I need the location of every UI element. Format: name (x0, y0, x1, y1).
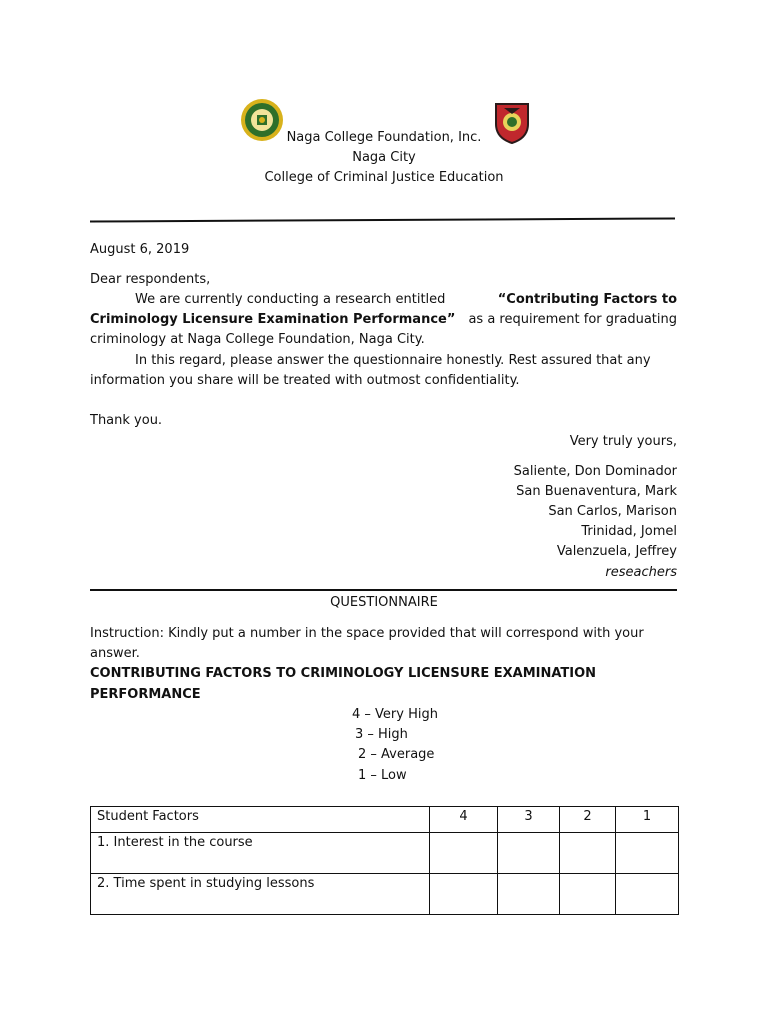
scale-average: 2 – Average (358, 747, 435, 762)
answer-cell-4[interactable] (430, 833, 498, 874)
instruction-line-1: Instruction: Kindly put a number in the space provided that will correspond with your (90, 626, 644, 641)
institution-city: Naga City (352, 150, 416, 165)
paragraph-2-text: In this regard, please answer the questionnaire honestly. Rest assured that any (135, 353, 651, 368)
header-divider (90, 217, 675, 222)
signatory-5: Valenzuela, Jeffrey (556, 544, 677, 559)
letter-closing: Very truly yours, (569, 434, 677, 449)
student-factors-table (90, 806, 679, 915)
signatory-2: San Buenaventura, Mark (516, 484, 677, 499)
scale-very-high: 4 – Very High (352, 707, 438, 722)
research-title-part-1: “Contributing Factors to (497, 292, 677, 307)
research-title-part-2: Criminology Licensure Examination Performance” (90, 312, 456, 327)
answer-cell-1[interactable] (616, 874, 679, 915)
paragraph-1-continuation: as a requirement for graduating (468, 312, 677, 327)
answer-cell-3[interactable] (498, 833, 560, 874)
answer-cell-2[interactable] (560, 833, 616, 874)
table-row (91, 874, 679, 915)
answer-cell-3[interactable] (498, 874, 560, 915)
signatory-4: Trinidad, Jomel (581, 524, 677, 539)
table-header-student-factors: Student Factors (91, 807, 430, 833)
letter-paragraph-1-line-2 (90, 310, 677, 330)
answer-cell-2[interactable] (560, 874, 616, 915)
institution-name: Naga College Foundation, Inc. (286, 130, 482, 145)
signatory-1: Saliente, Don Dominador (513, 464, 677, 479)
paragraph-1-intro: We are currently conducting a research entitled (135, 292, 446, 307)
signatory-3: San Carlos, Marison (548, 504, 677, 519)
table-header-3: 3 (498, 807, 560, 833)
letter-paragraph-1-line-3: criminology at Naga College Foundation, Naga City. (90, 332, 425, 347)
letter-salutation: Dear respondents, (90, 272, 211, 287)
questionnaire-heading: QUESTIONNAIRE (330, 595, 438, 610)
section-title-line-2: PERFORMANCE (90, 687, 201, 702)
table-header-1: 1 (616, 807, 679, 833)
scale-high: 3 – High (355, 727, 408, 742)
table-header-4: 4 (430, 807, 498, 833)
letter-thanks: Thank you. (90, 413, 163, 428)
letter-paragraph-2-line-2: information you share will be treated with outmost confidentiality. (90, 373, 520, 388)
table-row (91, 833, 679, 874)
row-label-study-time: 2. Time spent in studying lessons (91, 874, 430, 915)
row-label-interest: 1. Interest in the course (91, 833, 430, 874)
college-name: College of Criminal Justice Education (264, 170, 504, 185)
letter-date: August 6, 2019 (90, 242, 190, 257)
section-title-line-1: CONTRIBUTING FACTORS TO CRIMINOLOGY LICENSURE EXAMINATION (90, 666, 597, 681)
letter-paragraph-1-line-1 (135, 290, 677, 310)
letter-paragraph-2-line-1 (135, 351, 677, 371)
answer-cell-4[interactable] (430, 874, 498, 915)
signatories-role: reseachers (605, 565, 677, 580)
scale-low: 1 – Low (358, 768, 407, 783)
instruction-line-2: answer. (90, 646, 140, 661)
table-header-2: 2 (560, 807, 616, 833)
answer-cell-1[interactable] (616, 833, 679, 874)
letter-divider (90, 589, 677, 591)
table-header-row (91, 807, 679, 833)
